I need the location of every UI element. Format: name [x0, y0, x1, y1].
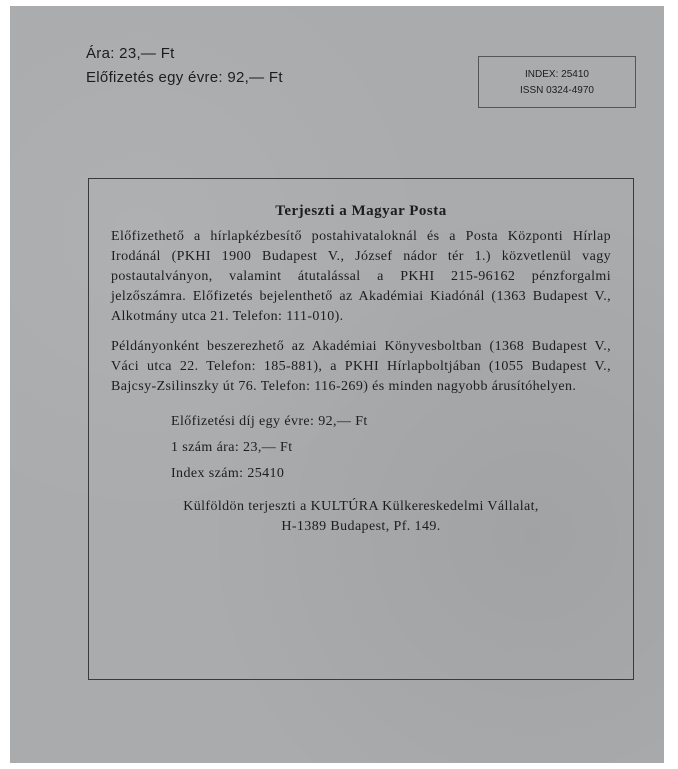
fee-index: Index szám: 25410 — [171, 466, 285, 481]
price-block — [86, 42, 283, 90]
distribution-notice — [88, 178, 634, 680]
price-line: Ára: 23,— Ft — [86, 45, 175, 62]
fees-list — [171, 409, 611, 487]
foreign-line-1: Külföldön terjeszti a KULTÚRA Külkereskedelmi Vállalat, — [183, 499, 539, 514]
notice-title: Terjeszti a Magyar Posta — [275, 203, 447, 219]
foreign-distribution — [111, 497, 611, 537]
issn-number: ISSN 0324-4970 — [520, 85, 594, 96]
index-number: INDEX: 25410 — [525, 69, 589, 80]
fee-subscription: Előfizetési díj egy évre: 92,— Ft — [171, 414, 368, 429]
fee-issue: 1 szám ára: 23,— Ft — [171, 440, 293, 455]
purchase-paragraph: Példányonként beszerezhető az Akadémiai Könyvesboltban (1368 Budapest V., Váci utca 22. Telefon: 185-881), a PKHI Hírlapboltjában (1055 Budapest V., Bajcsy-Zsilinszky út 76. Telefon: 116-269) és minden nagyobb árusítóhelyen. — [111, 339, 611, 394]
index-box — [478, 56, 636, 108]
foreign-line-2: H-1389 Budapest, Pf. 149. — [281, 519, 441, 534]
subscription-line: Előfizetés egy évre: 92,— Ft — [86, 69, 283, 86]
subscription-paragraph: Előfizethető a hírlapkézbesítő postahivataloknál és a Posta Központi Hírlap Irodánál (PKHI 1900 Budapest V., József nádor tér 1.) közvetlenül vagy postautalványon, valamint átutalással a PKHI 215-96162 pénzforgalmi jelzőszámra. Előfizetés bejelenthető az Akadémiai Kiadónál (1363 Budapest V., Alkotmány utca 21. Telefon: 111-010). — [111, 229, 611, 324]
